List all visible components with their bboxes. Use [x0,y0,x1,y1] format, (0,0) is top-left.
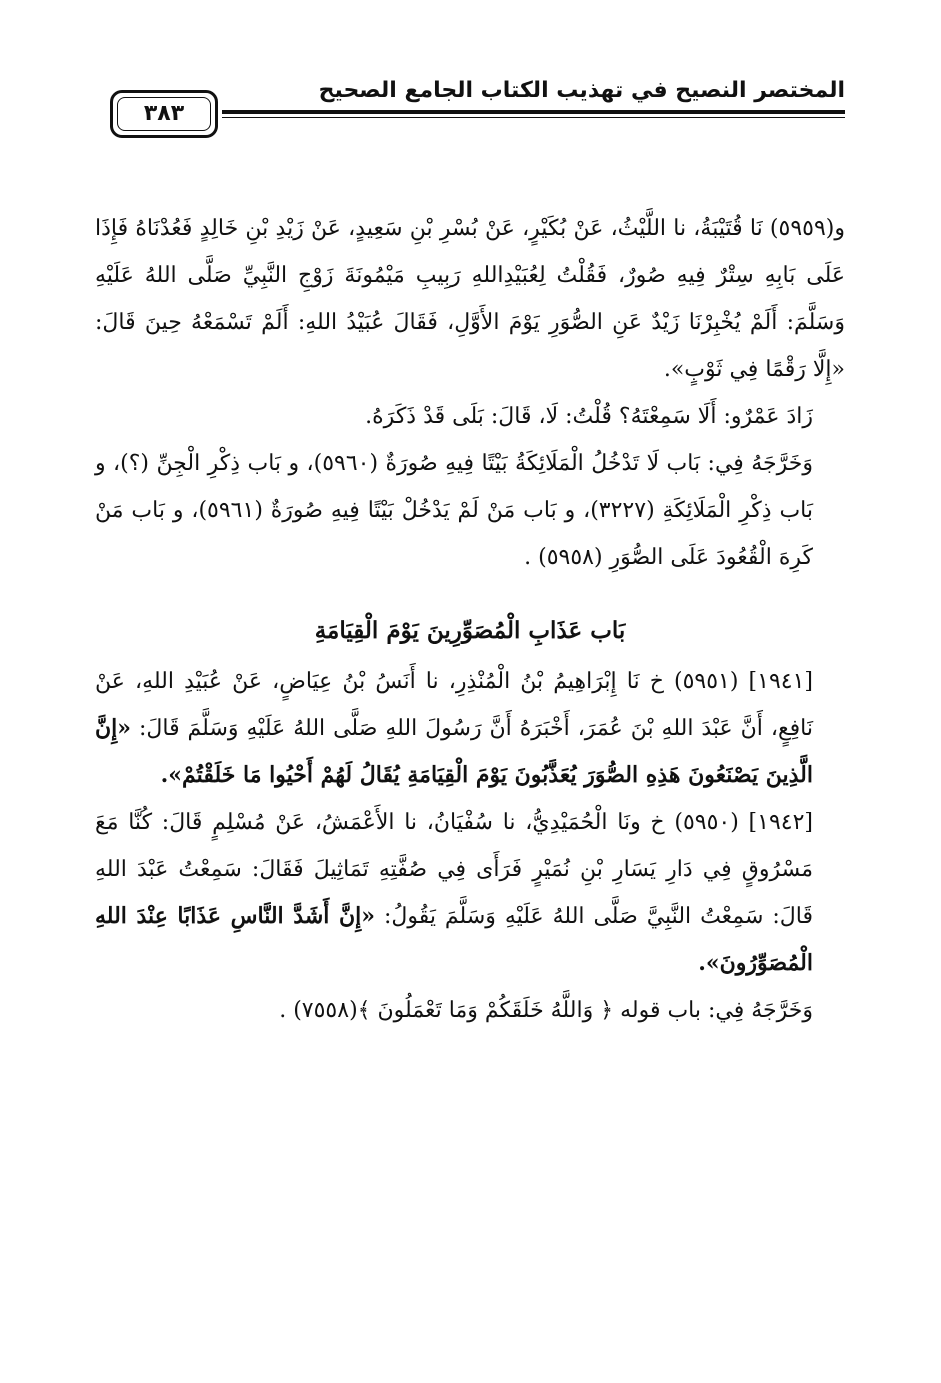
takhrij-text: وَخَرَّجَهُ فِي: بَاب لَا تَدْخُلُ الْمَلَائِكَةُ بَيْتًا فِيهِ صُورَةٌ (٥٩٦٠)، و بَاب ذِكْرِ الْجِنِّ (؟)، و بَاب ذِكْرِ الْمَلَائِكَةِ (٣٢٢٧)، و بَاب مَنْ لَمْ يَدْخُلْ بَيْتًا فِيهِ صُورَةٌ (٥٩٦١)، و بَاب مَنْ كَرِهَ الْقُعُودَ عَلَى الصُّوَرِ (٥٩٥٨) . [95,451,813,570]
addition-text: زَادَ عَمْرٌو: أَلَا سَمِعْتَهُ؟ قُلْتُ: لَا، قَالَ: بَلَى قَدْ ذَكَرَهُ. [365,404,813,429]
page-number-frame [110,90,218,138]
header-rule [222,110,845,114]
running-title: المختصر النصيح في تهذيب الكتاب الجامع الصحيح [318,78,845,103]
hadith-text: و(٥٩٥٩) نَا قُتَيْبَةُ، نا اللَّيْثُ، عَنْ بُكَيْرٍ، عَنْ بُسْرِ بْنِ سَعِيدٍ، عَنْ زَيْدِ بْنِ خَالِدٍ فَعُدْنَاهُ فَإِذَا عَلَى بَابِهِ سِتْرٌ فِيهِ صُورٌ، فَقُلْتُ لِعُبَيْدِاللهِ رَبِيبِ مَيْمُونَةَ زَوْجِ النَّبِيِّ صَلَّى اللهُ عَلَيْهِ وَسَلَّمَ: أَلَمْ يُخْبِرْنَا زَيْدٌ عَنِ الصُّوَرِ يَوْمَ الأَوَّلِ، فَقَالَ عُبَيْدُ اللهِ: أَلَمْ تَسْمَعْهُ حِينَ قَالَ: «إِلَّا رَقْمًا فِي ثَوْبٍ». [95,216,845,382]
hadith-isnad: [١٩٤٢] (٥٩٥٠) خ ونَا الْحُمَيْدِيُّ، نا سُفْيَانُ، نا الأَعْمَشُ، عَنْ مُسْلِمٍ قَالَ: كُنَّا مَعَ مَسْرُوقٍ فِي دَارِ يَسَارِ بْنِ نُمَيْرٍ فَرَأَى فِي صُفَّتِهِ تَمَاثِيلَ فَقَالَ: سَمِعْتُ عَبْدَ اللهِ قَالَ: سَمِعْتُ النَّبِيَّ صَلَّى اللهُ عَلَيْهِ وَسَلَّمَ يَقُولُ: [95,810,814,929]
addition-paragraph [95,393,845,440]
hadith-paragraph [95,205,845,393]
hadith-matn: «إِنَّ أَشَدَّ النَّاسِ عَذَابًا عِنْدَ اللهِ الْمُصَوِّرُونَ». [95,903,813,976]
main-text [95,205,845,1034]
hadith-paragraph [95,799,845,987]
hadith-isnad: [١٩٤١] (٥٩٥١) خ نَا إِبْرَاهِيمُ بْنُ الْمُنْذِرِ، نا أَنَسُ بْنُ عِيَاضٍ، عَنْ عُبَيْدِ اللهِ، عَنْ نَافِعٍ، أَنَّ عَبْدَ اللهِ بْنَ عُمَرَ، أَخْبَرَهُ أَنَّ رَسُولَ اللهِ صَلَّى اللهُ عَلَيْهِ وَسَلَّمَ قَالَ: [95,669,813,741]
hadith-matn: «إِنَّ الَّذِينَ يَصْنَعُونَ هَذِهِ الصُّوَرَ يُعَذَّبُونَ يَوْمَ الْقِيَامَةِ يُقَالُ لَهُمْ أَحْيُوا مَا خَلَقْتُمْ». [95,715,813,788]
takhrij-paragraph [95,440,845,581]
page-number: ٣٨٣ [143,101,185,126]
chapter-heading: بَاب عَذَابِ الْمُصَوِّرِينَ يَوْمَ الْقِيَامَةِ [314,617,626,644]
hadith-paragraph [95,658,845,799]
header-rule-thin [222,117,845,118]
takhrij-paragraph [95,987,845,1034]
takhrij-text: وَخَرَّجَهُ فِي: باب قوله ﴿ وَاللَّهُ خَلَقَكُمْ وَمَا تَعْمَلُونَ ﴾(٧٥٥٨) . [279,998,813,1023]
